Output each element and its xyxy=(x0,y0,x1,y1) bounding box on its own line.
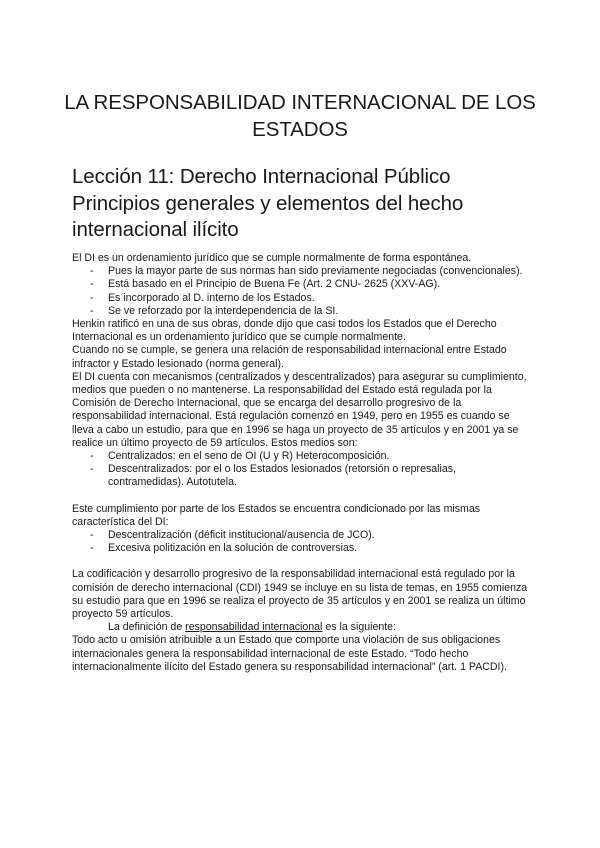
dash-bullet: - xyxy=(90,265,94,278)
list-item: - Está basado en el Principio de Buena Fe (Art. 2 CNU- 2625 (XXV-AG). xyxy=(90,278,441,291)
list-item: - Descentralizados: por el o los Estados lesionados (retorsión o represalias, contramedidas). Autotutela. xyxy=(90,463,457,489)
list-item: - Pues la mayor parte de sus normas han sido previamente negociadas (convencionales). xyxy=(90,265,523,278)
spacer xyxy=(72,490,532,503)
paragraph-codificacion: La codificación y desarrollo progresivo de la responsabilidad internacional está regulado por la comisión de derecho internacional (CDI) 1949 se incluye en su lista de temas, en 1955 comienza su estudio para que en 1996 se realiza el proyecto de 35 artículos y en 2001 se realiza un último proyecto 59 artículos. xyxy=(72,568,528,621)
paragraph-definicion-intro: La definición de responsabilidad internacional es la siguiente: xyxy=(108,621,397,634)
dash-bullet: - xyxy=(90,542,94,555)
list-item: - Es incorporado al D. interno de los Estados. xyxy=(90,291,315,304)
lesson-heading: Lección 11: Derecho Internacional Público Principios generales y elementos del hecho internacional ilícito xyxy=(72,165,464,241)
paragraph-definicion: Todo acto u omisión atribuible a un Estado que comporte una violación de sus obligaciones internacionales genera la responsabilidad internacional de este Estado. “Todo hecho internacionalmente ilícito del Estado genera su responsabilidad internacional” (art. 1 PACDI). xyxy=(72,634,507,673)
paragraph-henkin: Henkin ratificó en una de sus obras, donde dijo que casi todos los Estados que el Derecho Internacional es un ordenamiento jurídico que se cumple normalmente. xyxy=(72,318,497,344)
dash-bullet: - xyxy=(90,463,94,476)
underlined-term: responsabilidad internacional xyxy=(185,621,323,634)
list-item: - Centralizados: en el seno de OI (U y R) Heterocomposición. xyxy=(90,450,390,463)
dash-bullet: - xyxy=(90,291,94,304)
dash-bullet: - xyxy=(90,450,94,463)
paragraph-cumplimiento: Este cumplimiento por parte de los Estados se encuentra condicionado por las mismas característica del DI: xyxy=(72,502,481,528)
paragraph-intro: El DI es un ordenamiento jurídico que se cumple normalmente de forma espontánea. xyxy=(72,252,472,264)
dash-bullet: - xyxy=(90,529,94,542)
document-title: LA RESPONSABILIDAD INTERNACIONAL DE LOS ESTADOS xyxy=(64,91,536,141)
list-item: - Excesiva politización en la solución de controversias. xyxy=(90,542,358,555)
document-body xyxy=(72,252,532,674)
list-item: - Descentralización (déficit institucional/ausencia de JCO). xyxy=(90,529,375,542)
spacer xyxy=(72,555,532,568)
list-characteristics xyxy=(72,265,532,318)
dash-bullet: - xyxy=(90,278,94,291)
list-item: - Se ve reforzado por la interdependencia de la SI. xyxy=(90,304,339,317)
paragraph-mecanismos: El DI cuenta con mecanismos (centralizados y descentralizados) para asegurar su cumplimiento, medios que pueden o no mantenerse. La responsabilidad del Estado está regulada por la Comisión de Derecho Internacional, que se encarga del desarrollo progresivo de la responsabilidad internacional. Está regulación comenzó en 1949, pero en 1955 es cuando se lleva a cabo un estudio, para que en 1996 se haga un proyecto de 35 artículos y en 2001 ya se realice un último proyecto de 59 artículos. Estos medios son: xyxy=(72,370,527,449)
dash-bullet: - xyxy=(90,304,94,317)
list-caracteristicas-di xyxy=(72,529,532,555)
paragraph-incumplimiento: Cuando no se cumple, se genera una relación de responsabilidad internacional entre Estado infractor y Estado lesionado (norma general). xyxy=(72,344,507,370)
list-medios xyxy=(72,450,532,490)
